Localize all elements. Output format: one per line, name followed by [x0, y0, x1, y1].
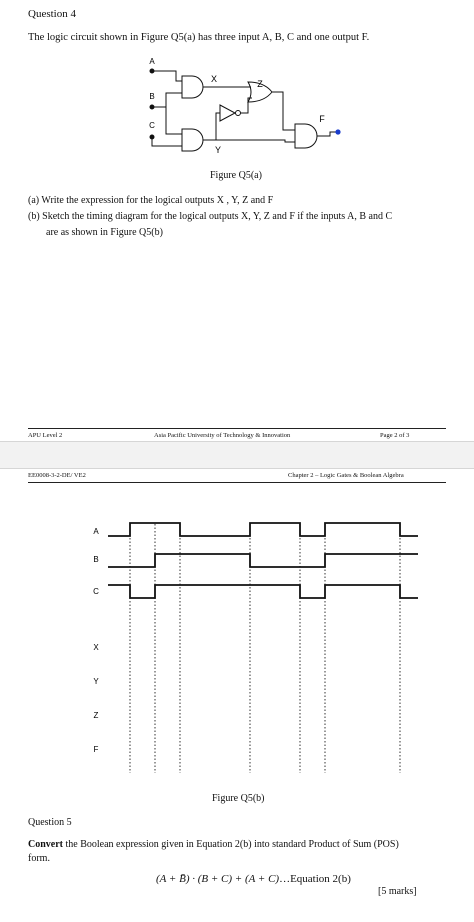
waveform-c [108, 585, 418, 598]
marks-label: [5 marks] [378, 886, 417, 897]
label-y: Y [214, 145, 222, 155]
footer-rule [28, 428, 446, 429]
footer-center: Asia Pacific University of Technology & Innovation [154, 432, 291, 439]
label-f: F [319, 114, 325, 124]
equation [156, 873, 351, 885]
part-b-text-line1: (b) Sketch the timing diagram for the logical outputs X, Y, Z and F if the inputs A, B and C [28, 211, 393, 222]
part-b-text-line2: are as shown in Figure Q5(b) [46, 227, 163, 238]
page-1 [0, 0, 474, 440]
label-input-b: B [149, 92, 155, 101]
wire-f [317, 132, 337, 136]
header-right: Chapter 2 – Logic Gates & Boolean Algebra [288, 472, 404, 479]
timing-label-z: Z [93, 711, 99, 720]
not-gate [220, 105, 235, 121]
label-z: Z [257, 79, 263, 89]
and-gate-x [182, 76, 203, 98]
timing-label-y: Y [93, 677, 99, 686]
waveform-b [108, 554, 418, 567]
wire-a [152, 71, 182, 81]
label-input-c: C [149, 121, 155, 130]
footer-left: APU Level 2 [28, 432, 63, 439]
question-5-text-line2: form. [28, 853, 50, 864]
timing-label-a: A [93, 527, 99, 536]
wire-y-to-f [216, 140, 295, 142]
question-4-heading: Question 4 [28, 8, 76, 20]
timing-label-f: F [93, 745, 99, 754]
wire-z [272, 92, 295, 130]
wire-b-to-x [152, 93, 182, 107]
equation-expression: (A + B̄) · (B + C) + (A + C) [156, 873, 280, 885]
timing-label-c: C [93, 587, 99, 596]
figure-q5b-caption: Figure Q5(b) [212, 793, 265, 804]
question-5-text-rest: the Boolean expression given in Equation 2(b) into standard Product of Sum (POS) [63, 839, 399, 850]
figure-q5a-caption: Figure Q5(a) [210, 170, 262, 181]
header-left: EE0008-3-2-DE/ VE2 [28, 472, 86, 479]
equation-label: …Equation 2(b) [279, 873, 351, 885]
and-gate-f [295, 124, 317, 148]
header-rule [28, 482, 446, 483]
wire-b-to-y [166, 107, 182, 134]
question-4-intro: The logic circuit shown in Figure Q5(a) has three input A, B, C and one output F. [28, 32, 370, 43]
part-a-text: (a) Write the expression for the logical outputs X , Y, Z and F [28, 195, 274, 206]
timing-diagram [0, 486, 474, 786]
footer-right: Page 2 of 3 [380, 432, 410, 439]
label-x: X [210, 74, 218, 84]
question-5-heading: Question 5 [28, 817, 72, 828]
and-gate-y [182, 129, 203, 151]
label-input-a: A [149, 57, 155, 66]
wire-c [152, 137, 182, 146]
question-5-bold: Convert [28, 839, 63, 850]
output-f-node [335, 129, 340, 134]
question-5-text-line1 [28, 839, 399, 850]
wire-not-out [241, 98, 253, 113]
timing-label-x: X [93, 643, 99, 652]
logic-circuit-diagram [140, 50, 350, 165]
page-separator [0, 441, 474, 469]
timing-label-b: B [93, 555, 99, 564]
wire-y [203, 113, 220, 140]
not-bubble [236, 111, 241, 116]
page-2 [0, 468, 474, 922]
